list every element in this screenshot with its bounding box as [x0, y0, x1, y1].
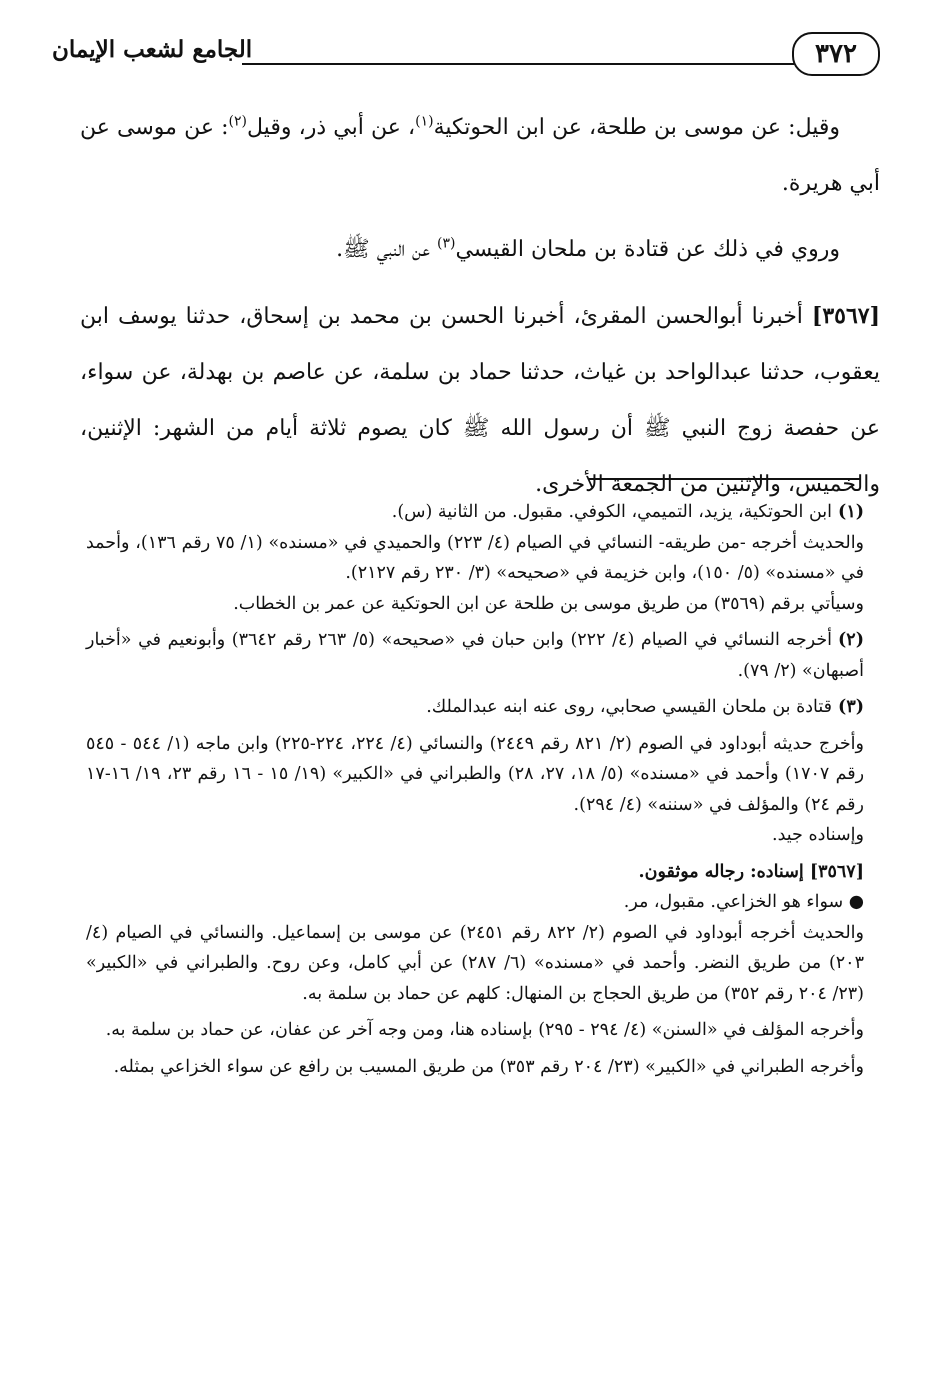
footnote-separator [588, 478, 860, 480]
footnote-number: (١) [838, 502, 864, 522]
footnote-ref: (٣) [436, 235, 456, 252]
footnote-text: وسيأتي برقم (٣٥٦٩) من طريق موسى بن طلحة عن ابن الحوتكية عن عمر بن الخطاب. [233, 593, 864, 614]
text-run: وقيل: عن موسى بن طلحة، عن ابن الحوتكية [433, 115, 841, 140]
footnote-text: أخرجه النسائي في الصيام (٤/ ٢٢٢) وابن حبان في «صحيحه» (٥/ ٢٦٣ رقم ٣٦٤٢) وأبونعيم في «أخبار أصبهان» (٢/ ٧٩). [86, 630, 864, 681]
text-run: : عن موسى عن أبي هريرة. [80, 115, 880, 196]
hadith-note-label: [٣٥٦٧] إسناده: رجاله موثقون. [638, 861, 864, 882]
text-run: وروي في ذلك عن قتادة بن ملحان القيسي [455, 237, 840, 262]
text-run: ، عن أبي ذر، وقيل [247, 115, 416, 140]
footnote-1 [86, 497, 864, 528]
footnote-2 [86, 625, 864, 686]
paragraph [80, 100, 880, 212]
text-run: عن النبي ﷺ. [336, 237, 437, 262]
footnote-3 [86, 692, 864, 723]
hadith-text: أخبرنا أبوالحسن المقرئ، أخبرنا الحسن بن محمد بن إسحاق، حدثنا يوسف ابن يعقوب، حدثنا عبدالواحد بن غياث، حدثنا حماد بن سلمة، عن عاصم بن بهدلة، عن سواء، عن حفصة زوج النبي ﷺ أن رسول الله ﷺ كان يصوم ثلاثة أيام من الشهر: الإثنين، والخميس، والإثنين من الجمعة الأخرى. [80, 304, 880, 497]
footnote-text: وأخرج حديثه أبوداود في الصوم (٢/ ٨٢١ رقم ٢٤٤٩) والنسائي (٤/ ٢٢٤، ٢٢٤-٢٢٥) وابن ماجه (١/ ٥٤٤ - ٥٤٥ رقم ١٧٠٧) وأحمد في «مسنده» (٥/ ١٨، ٢٧، ٢٨) والطبراني في «الكبير» (١٩/ ١٥ - ١٦ رقم ٢٣، ١٩/ ١٦-١٧ رقم ٢٤) والمؤلف في «سننه» (٤/ ٢٩٤). [86, 733, 865, 815]
main-text [80, 100, 880, 513]
footnote-text: وأخرجه الطبراني في «الكبير» (٢٣/ ٢٠٤ رقم ٣٥٣) من طريق المسيب بن رافع عن سواء الخزاعي بمثله. [113, 1056, 864, 1077]
header-rule [242, 63, 794, 65]
footnote-number: (٢) [838, 630, 864, 650]
footnote-ref: (١) [415, 113, 434, 130]
running-title: الجامع لشعب الإيمان [52, 36, 253, 63]
running-header [52, 30, 880, 82]
paragraph [80, 222, 880, 278]
footnote-text: قتادة بن ملحان القيسي صحابي، روى عنه ابنه عبدالملك. [426, 697, 833, 717]
bullet-note: ● سواء هو الخزاعي. مقبول، مر. [623, 892, 864, 912]
footnote-text: والحديث أخرجه -من طريقه- النسائي في الصيام (٤/ ٢٢٣) والحميدي في «مسنده» (١/ ٧٥ رقم ١٣٦)، وأحمد في «مسنده» (٥/ ١٥٠)، وابن خزيمة في «صحيحه» (٣/ ٢٣٠ رقم ٢١٢٧). [86, 532, 865, 583]
hadith-number: [٣٥٦٧] [811, 303, 880, 329]
footnote-number: (٣) [838, 697, 864, 717]
footnote-ref: (٢) [228, 113, 248, 130]
footnote-text: ابن الحوتكية، يزيد، التميمي، الكوفي. مقبول. من الثانية (س). [391, 502, 833, 522]
footnote-text: وإسناده جيد. [772, 825, 864, 845]
page-number: ٣٧٢ [792, 32, 880, 76]
footnotes [86, 497, 864, 1082]
footnote-text: وأخرجه المؤلف في «السنن» (٤/ ٢٩٤ - ٢٩٥) بإسناده هنا، ومن وجه آخر عن عفان، عن حماد بن سلمة به. [105, 1020, 864, 1040]
footnote-text: والحديث أخرجه أبوداود في الصوم (٢/ ٨٢٢ رقم ٢٤٥١) عن موسى بن إسماعيل. والنسائي في الصيام (٤/ ٢٠٣) من طريق النضر. وأحمد في «مسنده» (٦/ ٢٨٧) عن أبي كامل، وعن روح. والطبراني في «الكبير» (٢٣/ ٢٠٤ رقم ٣٥٢) من طريق الحجاج بن المنهال: كلهم عن حماد بن سلمة به. [86, 922, 864, 1004]
